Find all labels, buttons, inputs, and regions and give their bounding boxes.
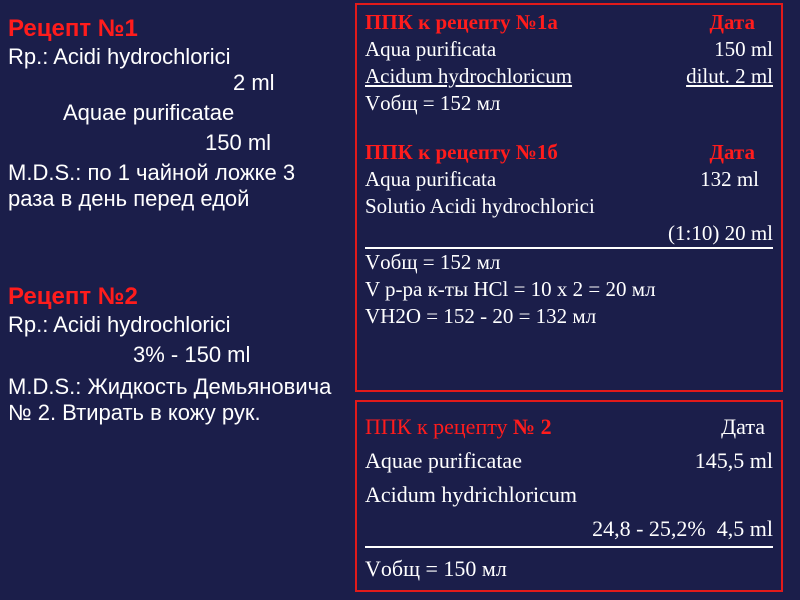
ingredient-name: Aqua purificata [365,37,497,61]
rx1-line: 2 ml [233,70,275,95]
rx1-signa: M.D.S.: по 1 чайной ложке 3 раза в день перед едой [8,160,296,211]
rx1-line: Rp.: Acidi hydrochlorici [8,44,231,69]
ingredient-amount: 24,8 - 25,2% 4,5 ml [365,512,773,548]
ppk-2-title [365,410,552,444]
total-volume: Vобщ = 150 мл [365,556,507,581]
ppk-1b-header [365,139,773,166]
ingredient-name: Acidum hydrichloricum [365,482,578,507]
ppk-row [365,36,773,63]
ingredient-name: Aquae purificatae [365,448,522,473]
ppk-2-header [365,410,773,444]
rx2-line: 3% - 150 ml [133,342,251,367]
ingredient-amount: 145,5 ml [694,448,773,473]
rx1-title: Рецепт №1 [8,15,138,42]
ppk-box-2 [355,400,783,592]
ingredient-name: Solutio Acidi hydrochlorici [365,194,595,218]
ppk-row [365,166,773,193]
rx2-title: Рецепт №2 [8,283,138,310]
date-label: Дата [709,10,755,34]
rx1-line: Aquae purificatae [63,100,235,125]
rx2-line: Rp.: Acidi hydrochlorici [8,312,231,337]
ppk-1a-title: ППК к рецепту №1а [365,10,558,34]
date-label: Дата [721,414,765,439]
date-label: Дата [709,140,755,164]
ppk-2-title-prefix: ППК к рецепту [365,414,508,439]
ingredient-amount: (1:10) 20 ml [365,220,773,249]
rx2-signa: M.D.S.: Жидкость Демьяновича № 2. Втирать в кожу рук. [8,374,332,425]
ingredient-name: Acidum hydrochloricum [365,64,573,88]
ingredient-amount: dilut. 2 ml [686,64,773,88]
ppk-1a-header [365,9,773,36]
ppk-row [365,444,773,478]
total-volume: Vобщ = 152 мл [365,250,501,274]
total-volume: Vобщ = 152 мл [365,91,501,115]
prescriptions-column [8,14,343,426]
ppk-2-title-number: № 2 [513,414,552,439]
ingredient-name: Aqua purificata [365,167,497,191]
ppk-1b-title: ППК к рецепту №1б [365,140,558,164]
ppk-box-1 [355,3,783,392]
ingredient-amount: 150 ml [714,37,773,61]
rx1-line: 150 ml [205,130,272,155]
calculation-line: V р-ра к-ты HCl = 10 x 2 = 20 мл [365,277,656,301]
ingredient-amount: 132 ml [700,167,759,191]
ppk-row [365,63,773,90]
calculation-line: VH2O = 152 - 20 = 132 мл [365,304,597,328]
